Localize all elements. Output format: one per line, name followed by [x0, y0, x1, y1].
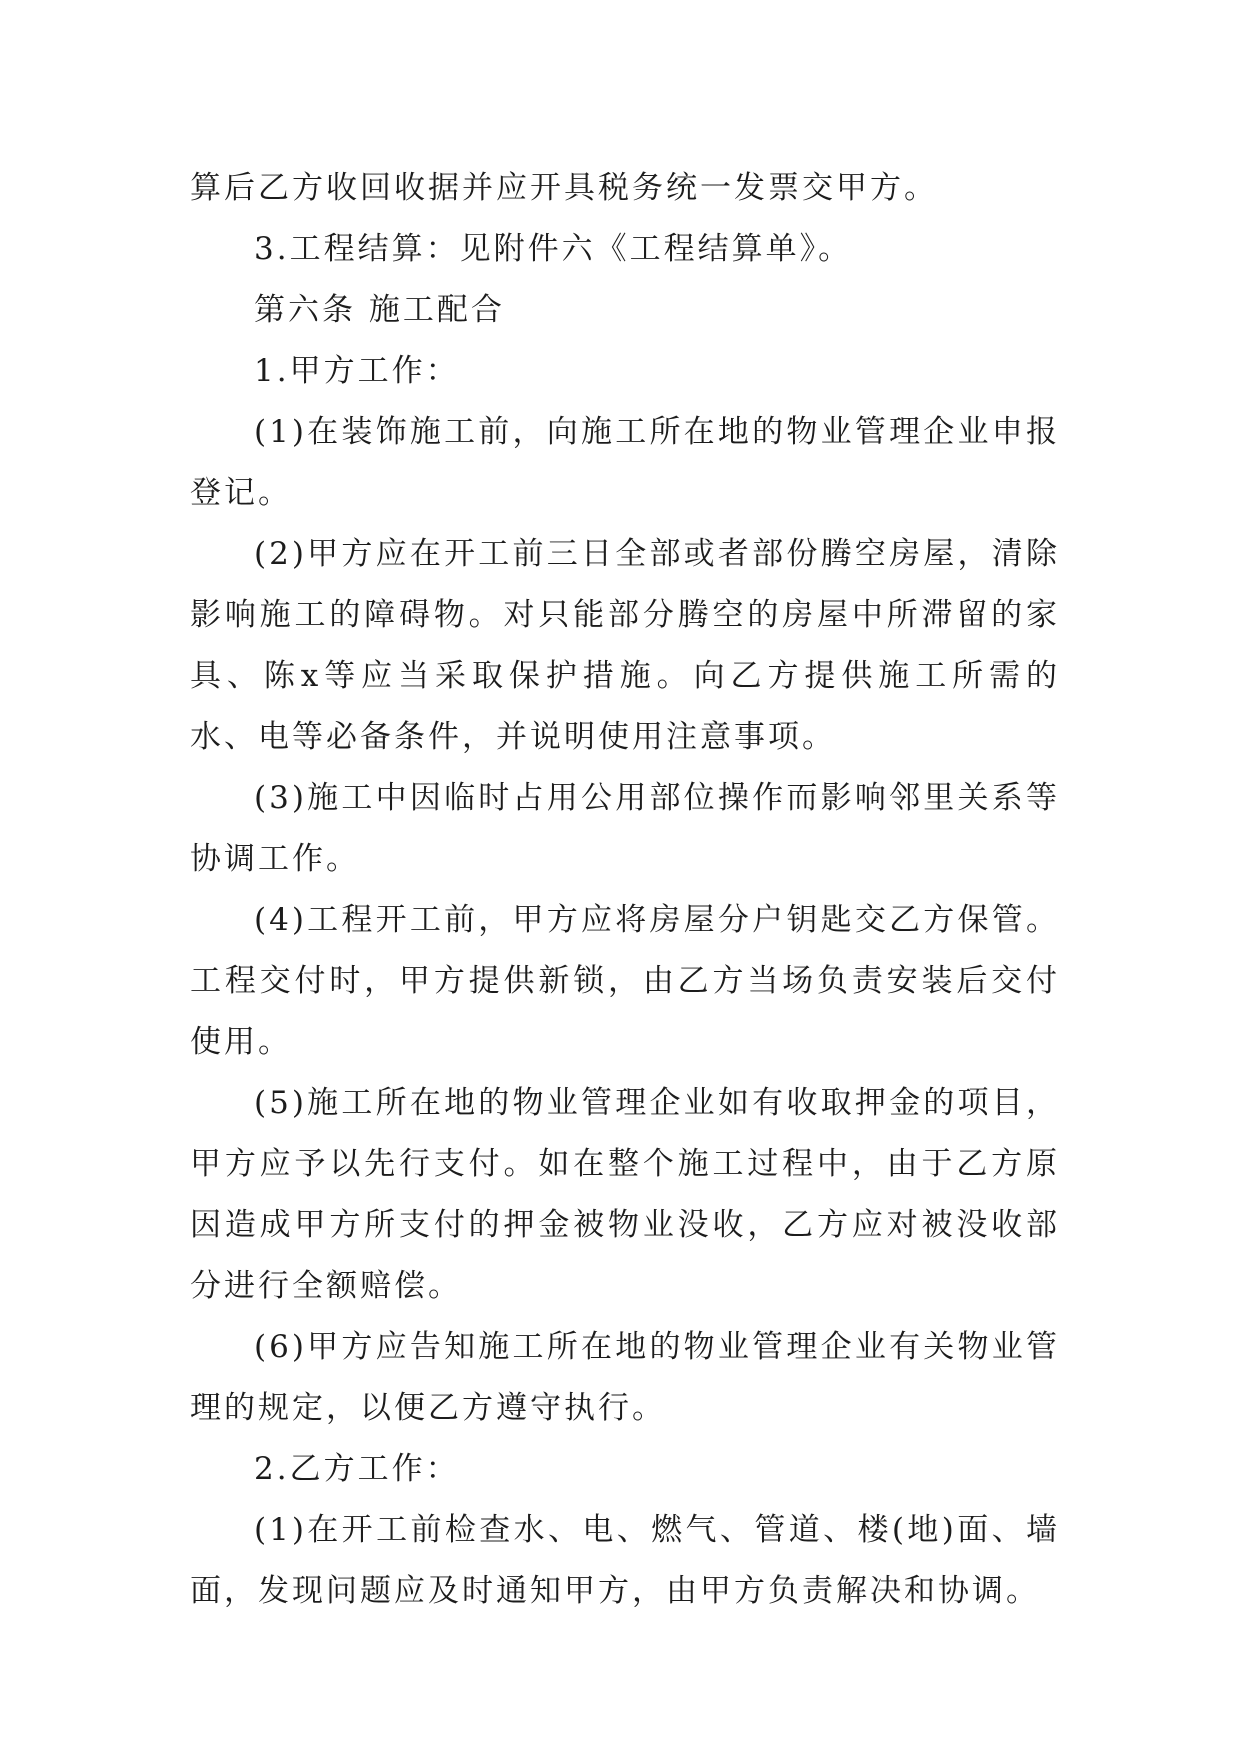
document-body [190, 158, 1060, 1622]
article-heading: 第六条 施工配合 [254, 292, 505, 328]
paragraph-item-3: (3)施工中因临时占用公用部位操作而影响邻里关系等协调工作。 [190, 780, 1060, 877]
paragraph-item-1: (1)在装饰施工前，向施工所在地的物业管理企业申报登记。 [190, 414, 1060, 511]
paragraph-b-item-1: (1)在开工前检查水、电、燃气、管道、楼(地)面、墙面，发现问题应及时通知甲方，由甲方负责解决和协调。 [190, 1512, 1060, 1609]
paragraph-item-6: (6)甲方应告知施工所在地的物业管理企业有关物业管理的规定，以便乙方遵守执行。 [190, 1329, 1060, 1426]
section-party-b-heading: 2.乙方工作： [254, 1451, 460, 1487]
paragraph-item-5: (5)施工所在地的物业管理企业如有收取押金的项目，甲方应予以先行支付。如在整个施工过程中，由于乙方原因造成甲方所支付的押金被物业没收，乙方应对被没收部分进行全额赔偿。 [190, 1085, 1060, 1304]
paragraph-settlement: 3.工程结算：见附件六《工程结算单》。 [254, 231, 853, 267]
section-party-a-heading: 1.甲方工作： [254, 353, 460, 389]
paragraph-item-2: (2)甲方应在开工前三日全部或者部份腾空房屋，清除影响施工的障碍物。对只能部分腾空的房屋中所滞留的家具、陈x等应当采取保护措施。向乙方提供施工所需的水、电等必备条件，并说明使用注意事项。 [190, 536, 1060, 755]
paragraph-item-4: (4)工程开工前，甲方应将房屋分户钥匙交乙方保管。工程交付时，甲方提供新锁，由乙方当场负责安装后交付使用。 [190, 902, 1060, 1060]
paragraph-continuation: 算后乙方收回收据并应开具税务统一发票交甲方。 [190, 170, 938, 206]
